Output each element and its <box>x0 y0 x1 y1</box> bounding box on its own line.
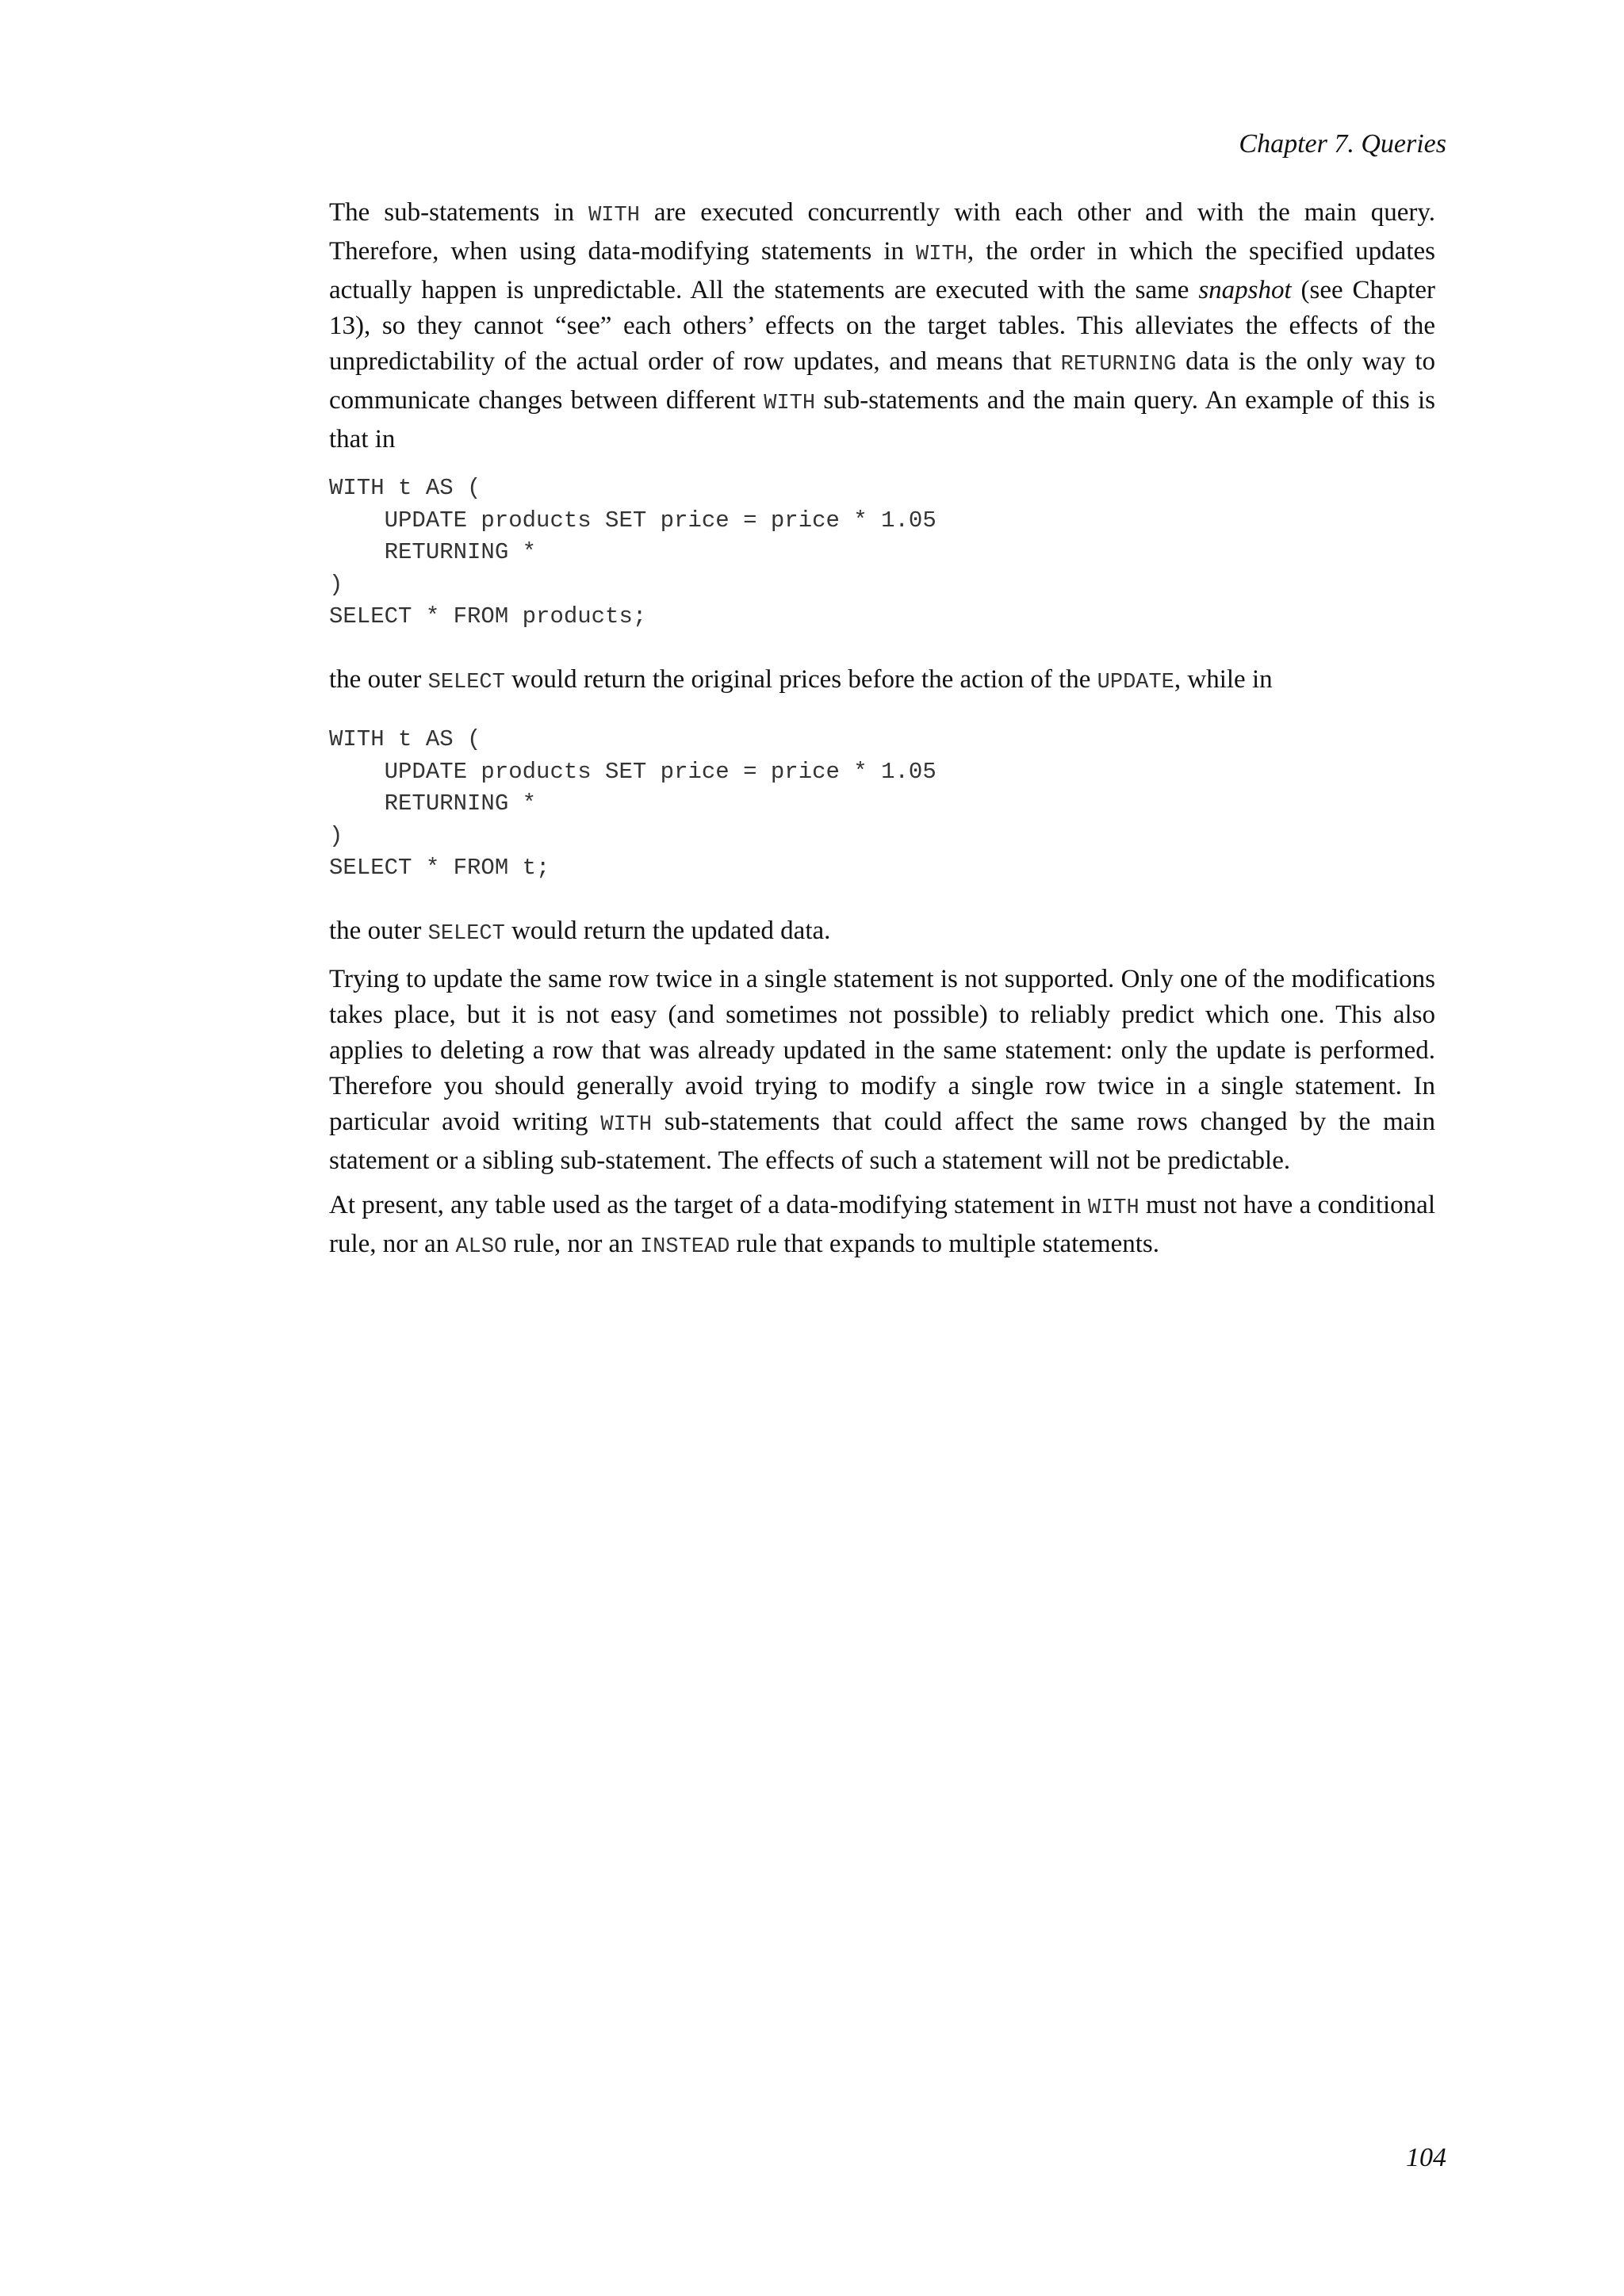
code-line: SELECT * FROM t; <box>329 855 550 881</box>
code-line: WITH t AS ( <box>329 475 481 501</box>
inline-code-with: WITH <box>600 1113 653 1137</box>
text-run: the outer <box>329 916 428 945</box>
inline-code-instead: INSTEAD <box>639 1235 730 1259</box>
code-line: RETURNING * <box>329 539 537 565</box>
text-run: , the order in which the specified updates actually happen is unpredictable. All the statements are executed with the same <box>329 237 1435 304</box>
text-run: rule, nor an <box>507 1230 640 1258</box>
code-line: ) <box>329 571 343 598</box>
paragraph-update-row-twice <box>329 962 1435 1179</box>
text-run: sub-statements and the main query. An example of this is that in <box>329 386 1435 453</box>
inline-code-returning: RETURNING <box>1060 353 1177 377</box>
code-line: ) <box>329 822 343 849</box>
text-run: would return the updated data. <box>504 916 831 945</box>
paragraph-target-table-rules <box>329 1188 1435 1265</box>
paragraph-outer-select-updated <box>329 913 1435 952</box>
emphasis-snapshot: snapshot <box>1198 276 1292 304</box>
text-run: must not have a conditional rule, nor an <box>329 1191 1435 1258</box>
inline-code-with: WITH <box>764 392 816 415</box>
inline-code-also: ALSO <box>455 1235 508 1259</box>
text-run: rule that expands to multiple statements. <box>730 1230 1160 1258</box>
text-run: would return the original prices before the action of the <box>504 665 1097 694</box>
text-run: the outer <box>329 665 428 694</box>
code-line: RETURNING * <box>329 790 537 817</box>
inline-code-update: UPDATE <box>1097 671 1174 695</box>
text-run: The sub-statements in <box>329 198 589 227</box>
inline-code-with: WITH <box>916 243 967 266</box>
code-line: UPDATE products SET price = price * 1.05 <box>329 758 936 785</box>
text-run: At present, any table used as the target of a data-modifying statement in <box>329 1191 1088 1219</box>
paragraph-with-concurrency <box>329 195 1435 457</box>
text-run: , while in <box>1174 665 1273 694</box>
code-line: SELECT * FROM products; <box>329 603 647 629</box>
inline-code-with: WITH <box>1087 1196 1139 1220</box>
code-line: UPDATE products SET price = price * 1.05 <box>329 507 936 534</box>
paragraph-outer-select-original <box>329 662 1435 701</box>
inline-code-select: SELECT <box>427 671 505 695</box>
inline-code-select: SELECT <box>427 922 505 946</box>
code-line: WITH t AS ( <box>329 726 481 752</box>
text-run: data is the only way to communicate changes between different <box>329 347 1435 415</box>
text-run: are executed concurrently with each other and with the main query. Therefore, when using data-modifying statements in <box>329 198 1435 266</box>
code-example-select-t <box>329 724 1435 885</box>
page-number: 104 <box>1406 2143 1446 2172</box>
text-run: sub-statements that could affect the same rows changed by the main statement or a sibling sub-statement. The effects of such a statement will not be predictable. <box>329 1108 1435 1175</box>
chapter-header: Chapter 7. Queries <box>1239 129 1446 159</box>
text-run: Trying to update the same row twice in a single statement is not supported. Only one of the modifications takes place, but it is not easy (and sometimes not possible) to reliably predict which one. This also applies to deleting a row that was already updated in the same statement: only the update is performed. Therefore you should generally avoid trying to modify a single row twice in a single statement. In particular avoid writing <box>329 965 1435 1136</box>
inline-code-with: WITH <box>588 204 640 228</box>
text-run: (see Chapter 13), so they cannot “see” each others’ effects on the target tables. This alleviates the effects of the unpredictability of the actual order of row updates, and means that <box>329 276 1435 376</box>
code-example-select-products <box>329 473 1435 633</box>
